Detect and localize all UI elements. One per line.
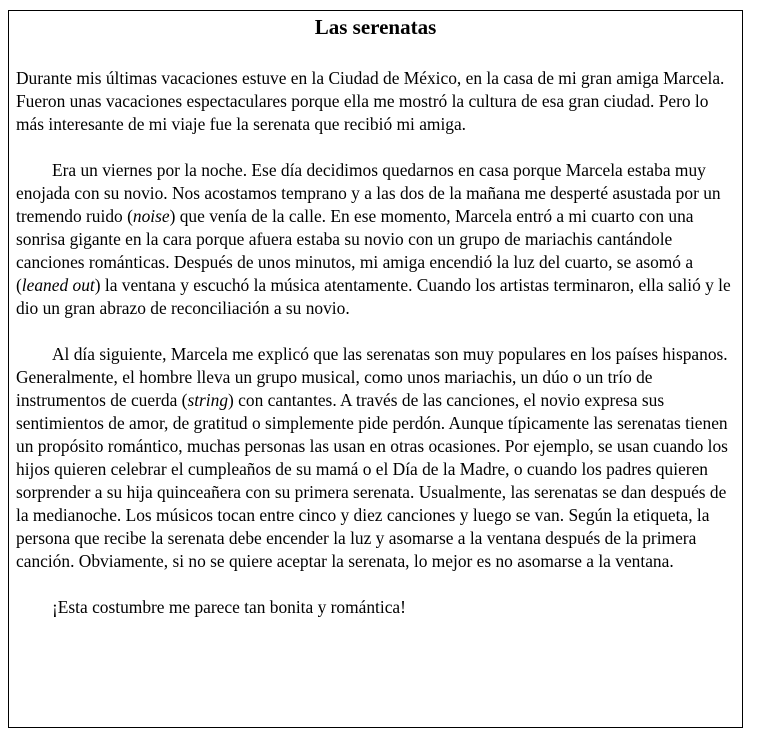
italic-gloss: string bbox=[187, 390, 229, 410]
document-title: Las serenatas bbox=[314, 15, 437, 39]
paragraph-text: ¡Esta costumbre me parece tan bonita y romántica! bbox=[52, 597, 406, 617]
paragraph-text: Al día siguiente, Marcela me explicó que las serenatas son muy populares en los países hispanos. Generalmente, el hombre lleva un grupo musical, como unos mariachis, un dúo o un trío de instrumentos de cuerda ( bbox=[16, 344, 728, 410]
document-frame bbox=[8, 10, 743, 728]
paragraph-text: ) la ventana y escuchó la música atentamente. Cuando los artistas terminaron, ella salió y le dio un gran abrazo de reconciliación a su novio. bbox=[16, 275, 731, 318]
paragraph bbox=[16, 159, 738, 320]
paragraph bbox=[16, 343, 738, 573]
paragraph bbox=[16, 67, 738, 136]
italic-gloss: leaned out bbox=[21, 275, 95, 295]
document-body bbox=[16, 67, 738, 619]
paragraph-text: Durante mis últimas vacaciones estuve en la Ciudad de México, en la casa de mi gran amiga Marcela. Fueron unas vacaciones espectaculares porque ella me mostró la cultura de esa gran ciudad. Pero lo más interesante de mi viaje fue la serenata que recibió mi amiga. bbox=[16, 68, 725, 134]
paragraph-text: ) que venía de la calle. En ese momento, Marcela entró a mi cuarto con una sonrisa gigante en la cara porque afuera estaba su novio con un grupo de mariachis cantándole canciones románticas. Después de unos minutos, mi amiga encendió la luz del cuarto, se asomó a ( bbox=[16, 206, 694, 295]
italic-gloss: noise bbox=[132, 206, 170, 226]
paragraph-text: Era un viernes por la noche. Ese día decidimos quedarnos en casa porque Marcela estaba muy enojada con su novio. Nos acostamos temprano y a las dos de la mañana me desperté asustada por un tremendo ruido ( bbox=[16, 160, 721, 226]
paragraph bbox=[16, 596, 738, 619]
paragraph-text: ) con cantantes. A través de las canciones, el novio expresa sus sentimientos de amor, de gratitud o simplemente pide perdón. Aunque típicamente las serenatas tienen un propósito romántico, muchas personas las usan en otras ocasiones. Por ejemplo, se usan cuando los hijos quieren celebrar el cumpleaños de su mamá o el Día de la Madre, o cuando los padres quieren sorprender a su hija quinceañera con su primera serenata. Usualmente, las serenatas se dan después de la medianoche. Los músicos tocan entre cinco y diez canciones y luego se van. Según la etiqueta, la persona que recibe la serenata debe encender la luz y asomarse a la ventana después de la primera canción. Obviamente, si no se quiere aceptar la serenata, lo mejor es no asomarse a la ventana. bbox=[16, 390, 728, 571]
